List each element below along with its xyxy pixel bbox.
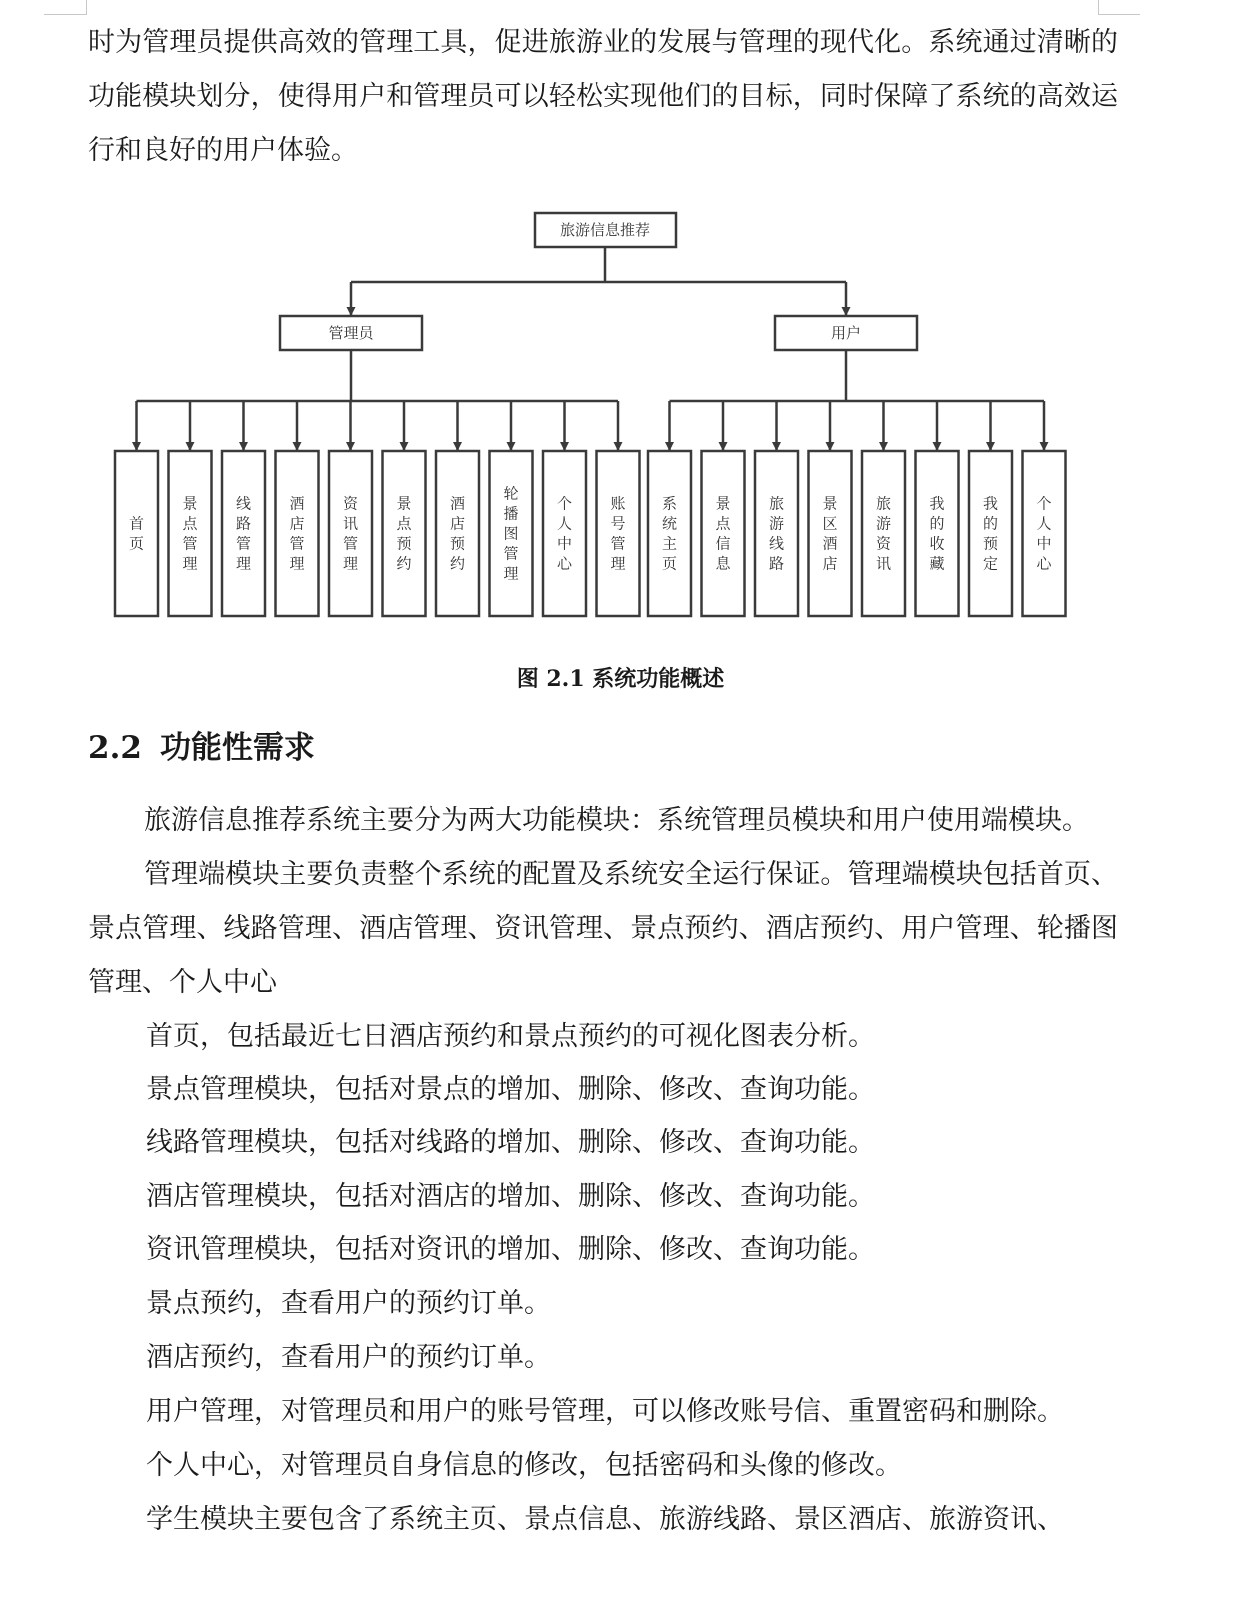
child-label-char: 景 [396,494,412,513]
child-label-char: 路 [768,554,785,573]
child-label-char: 预 [982,534,999,553]
child-label-char: 店 [289,514,305,533]
child-label-char: 预 [396,534,412,553]
child-label-char: 理 [610,554,626,573]
root-label: 旅游信息推荐 [559,221,651,239]
child-label-char: 区 [822,514,838,533]
child-label-char: 管 [610,534,626,553]
line-news-management: 资讯管理模块，包括对资讯的增加、删除、修改、查询功能。 [146,1234,875,1265]
child-label-char: 酒 [449,494,466,513]
child-label-char: 首 [128,514,145,533]
child-label-char: 预 [449,534,466,553]
child-label-char: 酒 [289,494,305,513]
child-label-char: 心 [556,554,573,573]
child-label-char: 账 [610,494,626,513]
child-label-char: 约 [449,554,466,573]
child-label-char: 理 [235,554,252,573]
child-box [702,451,745,616]
section-number: 2.2 [88,730,142,766]
child-label-char: 的 [982,514,999,533]
child-label-char: 理 [503,564,519,583]
child-box [222,451,265,616]
child-label-char: 播 [503,504,519,523]
child-label-char: 我 [982,494,999,513]
child-label-char: 个 [1036,494,1052,513]
child-label-char: 定 [982,554,999,573]
child-label-char: 景 [822,494,838,513]
child-label-char: 轮 [503,484,519,503]
child-label-char: 景 [182,494,198,513]
child-label-char: 藏 [929,554,945,573]
child-box [276,451,319,616]
function-diagram [0,0,1241,650]
child-box [329,451,372,616]
section-title: 功能性需求 [159,730,315,766]
child-label-char: 页 [128,534,145,553]
child-box [169,451,212,616]
child-box [862,451,905,616]
child-label-char: 管 [289,534,305,553]
child-label-char: 主 [661,534,678,553]
child-box [436,451,479,616]
section-heading [88,723,315,773]
child-label-char: 人 [556,514,573,533]
child-label-char: 理 [182,554,198,573]
line-route-management: 线路管理模块，包括对线路的增加、删除、修改、查询功能。 [146,1127,875,1158]
child-label-char: 店 [449,514,466,533]
child-label-char: 信 [715,534,731,553]
child-label-char: 点 [396,514,412,533]
child-box [916,451,959,616]
branch-label: 管理员 [328,324,374,342]
figure-caption: 图 2.1 系统功能概述 [516,666,725,692]
child-label-char: 的 [929,514,945,533]
child-box [809,451,852,616]
child-label-char: 讯 [875,554,892,573]
child-label-char: 点 [182,514,198,533]
child-label-char: 景 [715,494,731,513]
line-scenic-management: 景点管理模块，包括对景点的增加、删除、修改、查询功能。 [146,1074,875,1105]
child-label-char: 人 [1036,514,1052,533]
child-label-char: 系 [661,494,678,513]
child-label-char: 息 [715,554,731,573]
child-box [648,451,691,616]
child-label-char: 中 [556,534,573,553]
paragraph-overview: 旅游信息推荐系统主要分为两大功能模块：系统管理员模块和用户使用端模块。 [144,805,1089,836]
child-label-char: 个 [556,494,573,513]
paragraph-admin-module: 管理端模块主要负责整个系统的配置及系统安全运行保证。管理端模块包括首页、景点管理、线路管理、酒店管理、资讯管理、景点预约、酒店预约、用户管理、轮播图管理、个人中心 [88,859,1118,998]
child-label-char: 中 [1036,534,1052,553]
child-label-char: 游 [768,514,785,533]
child-label-char: 线 [768,534,785,553]
child-label-char: 店 [822,554,838,573]
line-scenic-booking: 景点预约，查看用户的预约订单。 [146,1288,551,1319]
child-box [115,451,158,616]
child-label-char: 约 [396,554,412,573]
child-label-char: 管 [503,544,519,563]
child-box [1023,451,1066,616]
child-label-char: 酒 [822,534,838,553]
child-label-char: 理 [342,554,359,573]
child-label-char: 资 [875,534,892,553]
child-label-char: 资 [342,494,359,513]
line-personal-center: 个人中心，对管理员自身信息的修改，包括密码和头像的修改。 [146,1450,902,1481]
child-label-char: 心 [1036,554,1052,573]
child-box [543,451,586,616]
line-user-management: 用户管理，对管理员和用户的账号管理，可以修改账号信、重置密码和删除。 [146,1396,1064,1427]
child-label-char: 统 [661,514,678,533]
intro-paragraph: 时为管理员提供高效的管理工具，促进旅游业的发展与管理的现代化。系统通过清晰的功能模块划分，使得用户和管理员可以轻松实现他们的目标，同时保障了系统的高效运行和良好的用户体验。 [88,27,1118,166]
line-homepage: 首页，包括最近七日酒店预约和景点预约的可视化图表分析。 [146,1021,875,1052]
child-label-char: 页 [661,554,678,573]
child-label-char: 号 [610,514,626,533]
line-student-module: 学生模块主要包含了系统主页、景点信息、旅游线路、景区酒店、旅游资讯、 [146,1504,1064,1535]
child-box [969,451,1012,616]
child-label-char: 讯 [342,514,359,533]
child-label-char: 旅 [875,494,892,513]
child-label-char: 理 [289,554,305,573]
child-box [755,451,798,616]
child-label-char: 管 [235,534,252,553]
child-box [597,451,640,616]
child-label-char: 游 [875,514,892,533]
line-hotel-management: 酒店管理模块，包括对酒店的增加、删除、修改、查询功能。 [146,1181,875,1212]
child-label-char: 线 [235,494,252,513]
child-label-char: 收 [929,534,945,553]
child-label-char: 管 [342,534,359,553]
child-label-char: 路 [235,514,252,533]
line-hotel-booking: 酒店预约，查看用户的预约订单。 [146,1342,551,1373]
child-label-char: 图 [503,524,519,543]
child-label-char: 我 [929,494,945,513]
child-label-char: 旅 [768,494,785,513]
branch-label: 用户 [830,324,862,342]
child-label-char: 点 [715,514,731,533]
child-box [383,451,426,616]
child-label-char: 管 [182,534,198,553]
